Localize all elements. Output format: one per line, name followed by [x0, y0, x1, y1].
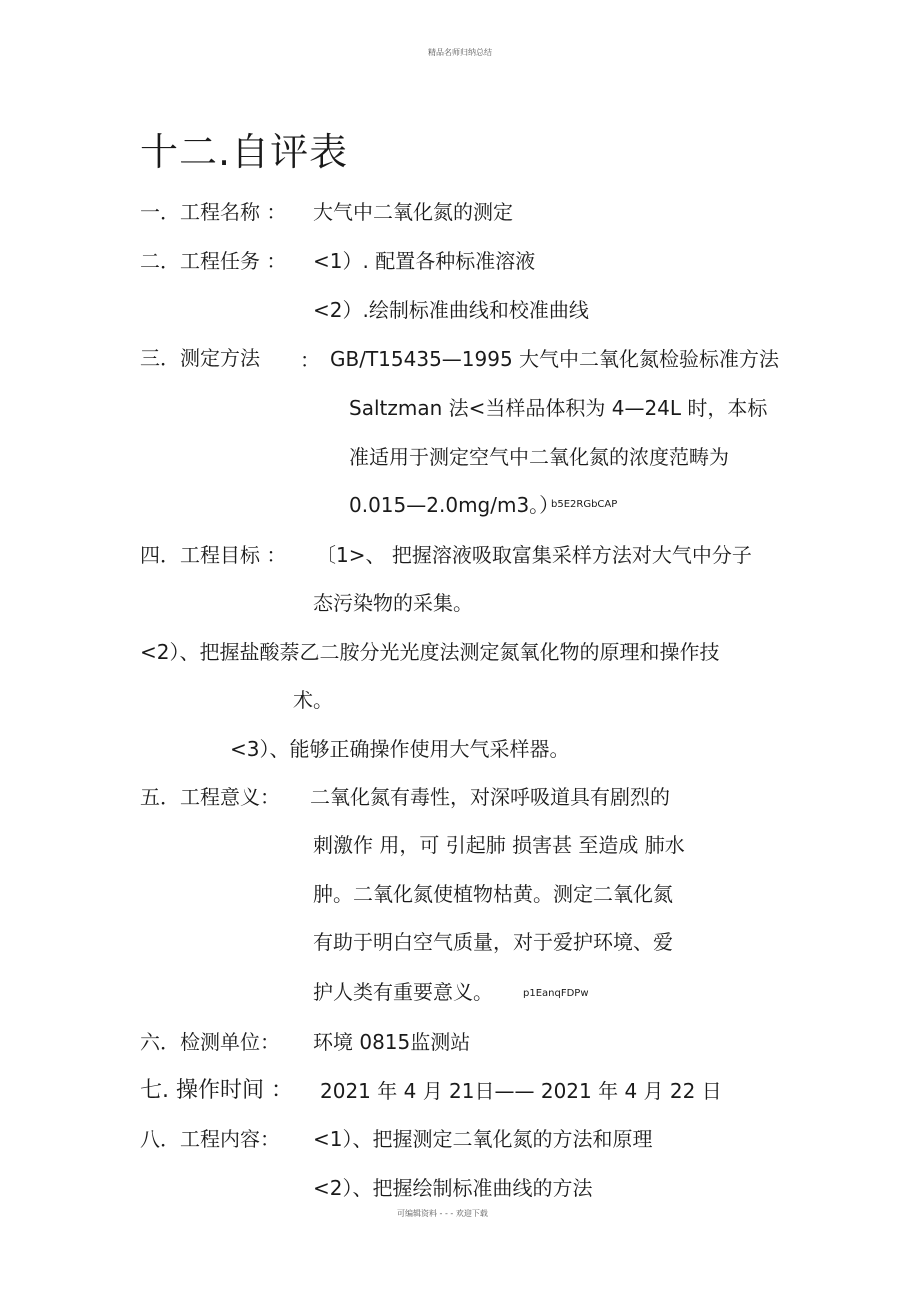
section-4-item-1a: 〔1>、 把握溶液吸取富集采样方法对大气中分子: [316, 543, 752, 567]
section-5-line-2: 刺激作 用，可 引起肺 损害甚 至造成 肺水: [313, 833, 685, 857]
section-6-value: 环境 0815监测站: [313, 1030, 471, 1054]
section-7-value: 2021 年 4 月 21日—— 2021 年 4 月 22 日: [320, 1079, 722, 1103]
section-5-label: 五．工程意义：: [140, 785, 280, 809]
section-3-colon: ：: [300, 348, 320, 372]
section-6-label: 六．检测单位：: [140, 1030, 280, 1054]
section-5-code: p1EanqFDPw: [523, 988, 589, 999]
section-2-item-2: <2）.绘制标准曲线和校准曲线: [313, 298, 589, 322]
section-4-item-1b: 态污染物的采集。: [313, 591, 473, 615]
section-8-item-2: <2）、把握绘制标准曲线的方法: [313, 1176, 593, 1200]
page-title: 十二.自评表: [140, 130, 349, 174]
section-5-line-3: 肿。二氧化氮使植物枯黄。测定二氧化氮: [313, 882, 673, 906]
section-5-line-1: 二氧化氮有毒性，对深呼吸道具有剧烈的: [310, 785, 670, 809]
section-4-item-2b: 术。: [293, 688, 333, 712]
section-5-line-4: 有助于明白空气质量，对于爱护环境、爱: [313, 930, 673, 954]
page-header: 精品名师归纳总结: [428, 48, 492, 57]
section-4-item-2a: <2）、把握盐酸萘乙二胺分光光度法测定氮氧化物的原理和操作技: [140, 640, 720, 664]
section-1-value: 大气中二氧化氮的测定: [313, 200, 513, 224]
section-3-line-3: 准适用于测定空气中二氧化氮的浓度范畴为: [349, 445, 729, 469]
section-5-line-5: 护人类有重要意义。: [313, 980, 493, 1004]
section-4-label: 四．工程目标 ：: [140, 543, 287, 567]
section-8-item-1: <1）、把握测定二氧化氮的方法和原理: [313, 1127, 653, 1151]
section-3-line-4: 0.015—2.0mg/m3。）: [349, 493, 560, 517]
section-1-label: 一．工程名称 ：: [140, 200, 287, 224]
section-2-item-1: <1）. 配置各种标准溶液: [313, 249, 536, 273]
section-3-label: 三．测定方法: [140, 346, 260, 370]
section-3-line-1: GB/T15435—1995 大气中二氧化氮检验标准方法: [330, 347, 780, 371]
section-2-label: 二．工程任务 ：: [140, 249, 287, 273]
section-3-line-2: Saltzman 法<当样品体积为 4—24L 时，本标: [349, 396, 768, 420]
section-7-label: 七. 操作时间 ：: [140, 1078, 293, 1103]
section-8-label: 八．工程内容：: [140, 1127, 280, 1151]
section-4-item-3: <3）、能够正确操作使用大气采样器。: [230, 737, 570, 761]
section-3-code: b5E2RGbCAP: [551, 499, 618, 510]
page-footer: 可编辑资料 - - - 欢迎下载: [397, 1209, 488, 1218]
